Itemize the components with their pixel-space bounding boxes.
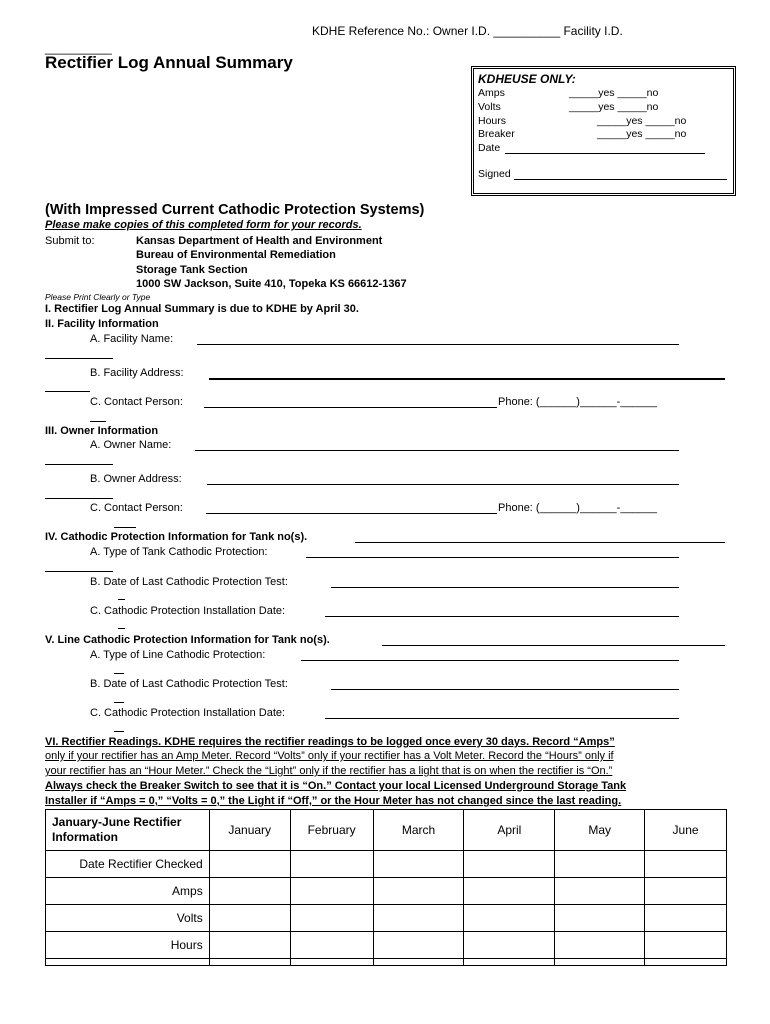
table-cell[interactable] bbox=[209, 851, 290, 878]
line-cp-test-field[interactable] bbox=[331, 689, 679, 690]
readings-line-2: only if your rectifier has an Amp Meter. Record “Volts” only if your rectifier has a Volt Meter. Record the “Hours” only if bbox=[45, 750, 614, 762]
owner-name-wrap-line bbox=[45, 464, 113, 465]
owner-contact-label: C. Contact Person: bbox=[90, 502, 183, 514]
address-line-4: 1000 SW Jackson, Suite 410, Topeka KS 66612-1367 bbox=[136, 278, 407, 290]
kdhe-hours-label: Hours bbox=[478, 115, 507, 127]
table-cell[interactable] bbox=[555, 851, 645, 878]
kdhe-volts-value[interactable]: _____yes _____no bbox=[569, 101, 659, 113]
table-row bbox=[46, 878, 727, 905]
address-line-2: Bureau of Environmental Remediation bbox=[136, 249, 336, 261]
table-cell bbox=[464, 959, 555, 966]
owner-phone-wrap-line bbox=[114, 527, 136, 528]
month-header: May bbox=[555, 810, 645, 851]
kdhe-signed-line[interactable] bbox=[514, 179, 727, 180]
readings-line-4: Always check the Breaker Switch to see that it is “On.” Contact your local Licensed Underground Storage Tank bbox=[45, 780, 627, 792]
line-cp-type-label: A. Type of Line Cathodic Protection: bbox=[90, 649, 266, 661]
table-cell bbox=[645, 959, 727, 966]
facility-phone-wrap-line bbox=[90, 421, 106, 422]
table-cell[interactable] bbox=[645, 878, 727, 905]
section-5-heading: V. Line Cathodic Protection Information for Tank no(s). bbox=[45, 634, 330, 646]
table-cell[interactable] bbox=[209, 878, 290, 905]
row-label: Volts bbox=[46, 905, 210, 932]
kdhe-box-title: KDHEUSE ONLY: bbox=[478, 72, 576, 86]
trailing-blank: __________ bbox=[45, 41, 112, 55]
readings-line-3: your rectifier has an “Hour Meter.” Check the “Light” only if the rectifier has a light that is on when the rectifier is “On.” bbox=[45, 765, 613, 777]
facility-name-wrap-line bbox=[45, 358, 113, 359]
tank-cp-test-field[interactable] bbox=[331, 587, 679, 588]
line-tank-numbers-field[interactable] bbox=[382, 645, 725, 646]
tank-cp-type-field[interactable] bbox=[306, 557, 679, 558]
table-cell bbox=[555, 959, 645, 966]
form-subtitle: (With Impressed Current Cathodic Protection Systems) bbox=[45, 202, 425, 218]
tank-cp-install-wrap-line bbox=[118, 628, 125, 629]
facility-address-label: B. Facility Address: bbox=[90, 367, 184, 379]
table-cell[interactable] bbox=[464, 851, 555, 878]
line-cp-install-label: C. Cathodic Protection Installation Date: bbox=[90, 707, 286, 719]
table-header-row bbox=[46, 810, 727, 851]
table-row bbox=[46, 932, 727, 959]
table-cell[interactable] bbox=[290, 851, 373, 878]
section-4-heading: IV. Cathodic Protection Information for Tank no(s). bbox=[45, 531, 308, 543]
facility-contact-label: C. Contact Person: bbox=[90, 396, 183, 408]
owner-name-label: A. Owner Name: bbox=[90, 439, 172, 451]
month-header: February bbox=[290, 810, 373, 851]
month-header: January bbox=[209, 810, 290, 851]
kdhe-use-only-box bbox=[471, 66, 736, 196]
kdhe-amps-value[interactable]: _____yes _____no bbox=[569, 87, 659, 99]
kdhe-breaker-value[interactable]: _____yes _____no bbox=[597, 128, 687, 140]
table-row bbox=[46, 959, 727, 966]
row-label: Amps bbox=[46, 878, 210, 905]
table-corner-header: January-June Rectifier Information bbox=[46, 810, 210, 851]
line-cp-type-wrap-line bbox=[114, 673, 124, 674]
kdhe-signed-label: Signed bbox=[478, 168, 511, 180]
page-title: Rectifier Log Annual Summary bbox=[45, 53, 293, 72]
table-cell[interactable] bbox=[373, 905, 464, 932]
owner-address-wrap-line bbox=[45, 498, 113, 499]
table-cell[interactable] bbox=[555, 905, 645, 932]
table-cell[interactable] bbox=[373, 932, 464, 959]
kdhe-date-line[interactable] bbox=[505, 153, 705, 154]
table-row bbox=[46, 851, 727, 878]
table-cell[interactable] bbox=[645, 905, 727, 932]
address-line-3: Storage Tank Section bbox=[136, 264, 248, 276]
facility-address-field[interactable] bbox=[209, 378, 725, 380]
kdhe-breaker-label: Breaker bbox=[478, 128, 515, 140]
facility-name-label: A. Facility Name: bbox=[90, 333, 174, 345]
row-label: Hours bbox=[46, 932, 210, 959]
tank-cp-type-label: A. Type of Tank Cathodic Protection: bbox=[90, 546, 268, 558]
tank-cp-test-wrap-line bbox=[118, 599, 125, 600]
print-note: Please Print Clearly or Type bbox=[45, 292, 151, 302]
table-cell[interactable] bbox=[290, 878, 373, 905]
row-label: Date Rectifier Checked bbox=[46, 851, 210, 878]
line-cp-install-field[interactable] bbox=[325, 718, 679, 719]
line-cp-install-wrap-line bbox=[114, 731, 124, 732]
tank-cp-type-wrap-line bbox=[45, 571, 113, 572]
table-cell[interactable] bbox=[645, 932, 727, 959]
submit-label: Submit to: bbox=[45, 235, 95, 247]
line-cp-test-wrap-line bbox=[114, 702, 124, 703]
table-cell[interactable] bbox=[209, 905, 290, 932]
reference-line: KDHE Reference No.: Owner I.D. __________ Facility I.D. bbox=[312, 24, 623, 38]
table-cell[interactable] bbox=[290, 905, 373, 932]
section-2-heading: II. Facility Information bbox=[45, 318, 159, 330]
facility-address-wrap-line bbox=[45, 391, 90, 392]
month-header: June bbox=[645, 810, 727, 851]
table-cell[interactable] bbox=[645, 851, 727, 878]
owner-address-field[interactable] bbox=[207, 484, 679, 485]
month-header: April bbox=[464, 810, 555, 851]
owner-contact-field[interactable] bbox=[206, 513, 497, 514]
readings-line-1: VI. Rectifier Readings. KDHE requires the rectifier readings to be logged once every 30 days. Record “Amps” bbox=[45, 736, 615, 748]
tank-numbers-field[interactable] bbox=[355, 542, 725, 543]
kdhe-amps-label: Amps bbox=[478, 87, 505, 99]
table-cell[interactable] bbox=[555, 878, 645, 905]
table-cell bbox=[373, 959, 464, 966]
kdhe-date-label: Date bbox=[478, 142, 501, 154]
table-cell[interactable] bbox=[209, 932, 290, 959]
facility-name-field[interactable] bbox=[197, 344, 679, 345]
tank-cp-install-label: C. Cathodic Protection Installation Date: bbox=[90, 605, 286, 617]
table-cell[interactable] bbox=[290, 932, 373, 959]
kdhe-volts-label: Volts bbox=[478, 101, 501, 113]
table-cell[interactable] bbox=[464, 932, 555, 959]
copies-note: Please make copies of this completed form for your records. bbox=[45, 219, 362, 231]
owner-phone-field[interactable]: Phone: (______)______-______ bbox=[498, 502, 658, 514]
table-cell[interactable] bbox=[373, 878, 464, 905]
table-cell[interactable] bbox=[373, 851, 464, 878]
section-1-heading: I. Rectifier Log Annual Summary is due to KDHE by April 30. bbox=[45, 303, 359, 315]
owner-address-label: B. Owner Address: bbox=[90, 473, 182, 485]
readings-line-5: Installer if “Amps = 0,” “Volts = 0,” the Light if “Off,” or the Hour Meter has not changed since the last reading. bbox=[45, 795, 622, 807]
tank-cp-test-label: B. Date of Last Cathodic Protection Test: bbox=[90, 576, 288, 588]
facility-phone-field[interactable]: Phone: (______)______-______ bbox=[498, 396, 658, 408]
table-cell[interactable] bbox=[555, 932, 645, 959]
table-row bbox=[46, 905, 727, 932]
month-header: March bbox=[373, 810, 464, 851]
table-cell[interactable] bbox=[464, 878, 555, 905]
rectifier-readings-table bbox=[45, 809, 727, 966]
line-cp-type-field[interactable] bbox=[301, 660, 679, 661]
table-cell[interactable] bbox=[464, 905, 555, 932]
owner-name-field[interactable] bbox=[195, 450, 679, 451]
table-cell bbox=[209, 959, 290, 966]
line-cp-test-label: B. Date of Last Cathodic Protection Test: bbox=[90, 678, 288, 690]
table-cell bbox=[290, 959, 373, 966]
kdhe-hours-value[interactable]: _____yes _____no bbox=[597, 115, 687, 127]
address-line-1: Kansas Department of Health and Environment bbox=[136, 235, 383, 247]
section-3-heading: III. Owner Information bbox=[45, 425, 159, 437]
table-cell bbox=[46, 959, 210, 966]
tank-cp-install-field[interactable] bbox=[325, 616, 679, 617]
facility-contact-field[interactable] bbox=[204, 407, 497, 408]
